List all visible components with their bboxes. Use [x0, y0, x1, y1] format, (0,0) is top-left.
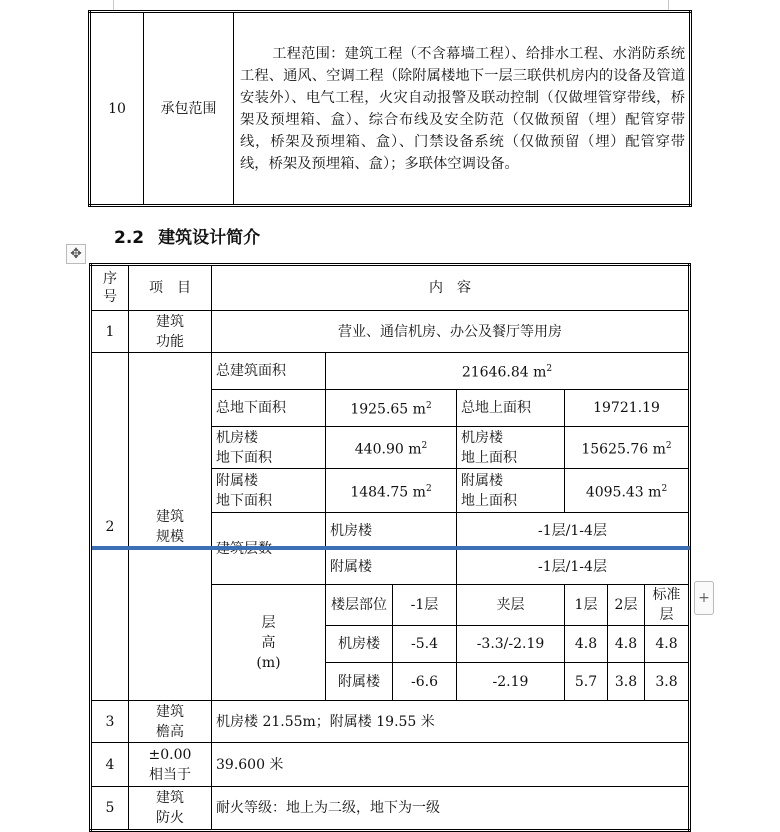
row-number: 4: [91, 743, 129, 787]
height-cell: 机房楼: [326, 626, 393, 663]
header-item: 项 目: [129, 265, 212, 311]
an-under-label: 附属楼 地下面积: [212, 469, 326, 513]
floors-mr-label: 机房楼: [326, 513, 457, 549]
row-item: 建筑 规模: [129, 353, 212, 701]
mr-under-label: 机房楼 地下面积: [212, 427, 326, 469]
height-cell: 5.7: [565, 663, 608, 701]
section-number: 2.2: [114, 228, 145, 248]
height-header-cell: -1层: [393, 585, 457, 626]
height-cell: -3.3/-2.19: [457, 626, 565, 663]
table-row: [91, 743, 690, 787]
total-area-value: 21646.84 $m^2$: [326, 353, 690, 390]
page-margin-mark-left: [113, 0, 114, 10]
row-resize-guide[interactable]: [92, 546, 690, 550]
section-title: 建筑设计简介: [158, 228, 261, 248]
mr-under-value: 440.90 $m^2$: [326, 427, 457, 469]
height-cell: 4.8: [608, 626, 645, 663]
scope-content: 工程范围：建筑工程（不含幕墙工程）、给排水工程、水消防系统工程、通风、空调工程（除附属楼地下一层三联供机房内的设备及管道安装外）、电气工程，火灾自动报警及联动控制（仅做埋管穿带线，桥架及预埋箱、盒）、综合布线及安全防范（仅做预留（埋）配管穿带线，桥架及预埋箱、盒）、门禁设备系统（仅做预留（埋）配管穿带线，桥架及预埋箱、盒）；多联体空调设备。: [234, 12, 691, 206]
scope-table: [88, 10, 692, 207]
height-cell: 附属楼: [326, 663, 393, 701]
height-header-cell: 2层: [608, 585, 645, 626]
height-cell: 4.8: [645, 626, 690, 663]
floors-an-value: -1层/1-4层: [457, 549, 690, 585]
aboveground-label: 总地上面积: [457, 390, 565, 427]
height-header-cell: 夹层: [457, 585, 565, 626]
row-content: 39.600 米: [212, 743, 690, 787]
row-number: 10: [90, 12, 144, 206]
row-item: 承包范围: [144, 12, 234, 206]
an-under-value: 1484.75 $m^2$: [326, 469, 457, 513]
an-above-value: 4095.43 $m^2$: [565, 469, 690, 513]
floors-mr-value: -1层/1-4层: [457, 513, 690, 549]
row-content: 机房楼 21.55m；附属楼 19.55 米: [212, 701, 690, 743]
an-above-label: 附属楼 地上面积: [457, 469, 565, 513]
table-row: [91, 787, 690, 831]
underground-value: 1925.65 $m^2$: [326, 390, 457, 427]
header-content: 内 容: [212, 265, 690, 311]
row-item: 建筑 檐高: [129, 701, 212, 743]
height-header-cell: 标准层: [645, 585, 690, 626]
height-header-cell: 1层: [565, 585, 608, 626]
move-icon[interactable]: ✥: [66, 244, 86, 264]
section-heading: [114, 223, 260, 248]
height-cell: -5.4: [393, 626, 457, 663]
total-area-label: 总建筑面积: [212, 353, 326, 390]
row-number: 3: [91, 701, 129, 743]
header-no: 序 号: [91, 265, 129, 311]
table-row: [91, 701, 690, 743]
underground-label: 总地下面积: [212, 390, 326, 427]
height-cell: 3.8: [645, 663, 690, 701]
mr-above-label: 机房楼 地上面积: [457, 427, 565, 469]
aboveground-value: 19721.19: [565, 390, 690, 427]
row-item: ±0.00 相当于: [129, 743, 212, 787]
plus-icon[interactable]: +: [694, 581, 714, 615]
height-cell: -2.19: [457, 663, 565, 701]
row-number: 1: [91, 311, 129, 353]
height-header-cell: 楼层部位: [326, 585, 393, 626]
floors-an-label: 附属楼: [326, 549, 457, 585]
row-content: 耐火等级：地上为二级，地下为一级: [212, 787, 690, 831]
height-cell: 3.8: [608, 663, 645, 701]
height-label: 层 高 (m): [212, 585, 326, 701]
table-header-row: [91, 265, 690, 311]
row-content: 营业、通信机房、办公及餐厅等用房: [212, 311, 690, 353]
row-item: 建筑 防火: [129, 787, 212, 831]
height-cell: 4.8: [565, 626, 608, 663]
table-row: [91, 353, 690, 390]
page-margin-mark-right: [668, 0, 669, 10]
row-item: 建筑 功能: [129, 311, 212, 353]
row-number: 2: [91, 353, 129, 701]
table-row: [90, 12, 691, 206]
row-number: 5: [91, 787, 129, 831]
height-cell: -6.6: [393, 663, 457, 701]
table-row: [91, 311, 690, 353]
mr-above-value: 15625.76 $m^2$: [565, 427, 690, 469]
